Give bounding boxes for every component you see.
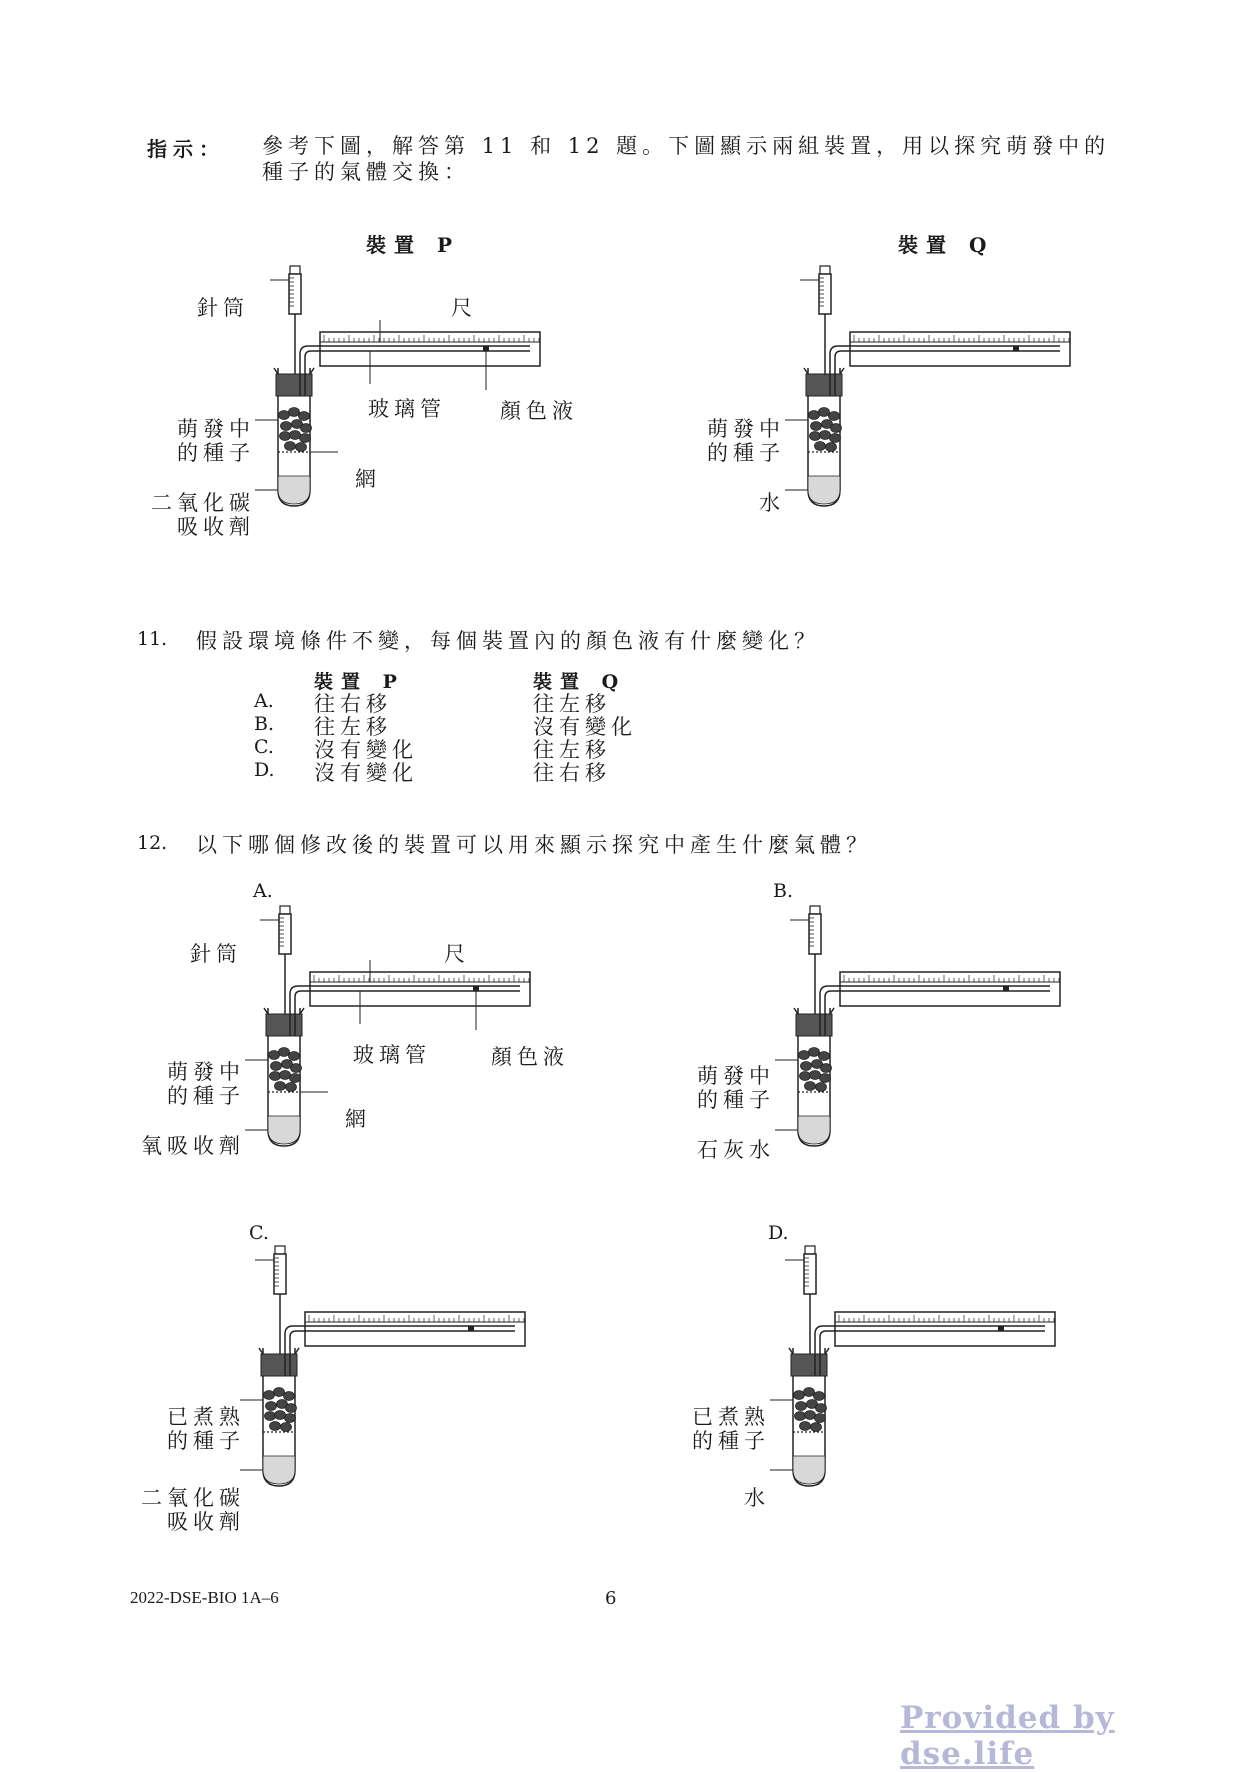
q12-option-b-letter: B. (773, 880, 794, 902)
glass-tube-label: 玻璃管 (368, 397, 446, 421)
q11-option-a-letter: A. (254, 690, 274, 712)
seed (816, 1404, 827, 1413)
instruction-text: 參考下圖，解答第 11 和 12 題。下圖顯示兩組裝置，用以探究萌發中的種子的氣體交換： (262, 134, 1111, 184)
water-label: 水 (759, 491, 785, 515)
seed (800, 1422, 811, 1431)
q11-option-c-q: 往左移 (533, 738, 611, 762)
a-seeds-label-1: 萌發中 (167, 1060, 245, 1084)
q11-option-d-p: 沒有變化 (314, 761, 418, 785)
footer-paper-code: 2022-DSE-BIO 1A–6 (130, 1588, 279, 1607)
stopper (791, 1354, 827, 1376)
q11-text: 假設環境條件不變，每個裝置內的顏色液有什麼變化？ (196, 629, 820, 653)
q12-number: 12. (137, 832, 168, 854)
a-ruler-label: 尺 (444, 942, 470, 966)
syringe-cap (805, 1246, 815, 1254)
seed (795, 1412, 806, 1421)
c-bottom-label-2: 吸收劑 (167, 1510, 245, 1534)
c-seeds-label-2: 的種子 (167, 1429, 245, 1453)
a-glass-tube-label: 玻璃管 (353, 1043, 431, 1067)
b-seeds-label-2: 的種子 (697, 1088, 775, 1112)
b-seeds-label-1: 萌發中 (697, 1064, 775, 1088)
page-number: 6 (605, 1588, 617, 1609)
q11-option-b-p: 往左移 (314, 715, 392, 739)
b-bottom-label: 石灰水 (697, 1138, 775, 1162)
q-seeds-label-2: 的種子 (707, 441, 785, 465)
syringe-label: 針筒 (197, 296, 249, 320)
q11-option-a-p: 往右移 (314, 692, 392, 716)
q11-option-b-letter: B. (254, 713, 275, 735)
seed (815, 1414, 826, 1423)
seeds-label-1: 萌發中 (177, 417, 255, 441)
glass-tube-inner (820, 1331, 1045, 1376)
q12-option-a-letter: A. (253, 880, 273, 902)
apparatus-q-title: 裝置 Q (898, 233, 995, 257)
q12-option-d-letter: D. (768, 1222, 789, 1244)
absorbent-label-2: 吸收劑 (177, 515, 255, 539)
apparatus-p-title: 裝置 P (366, 233, 461, 257)
watermark-link[interactable]: Provided by dse.life (900, 1700, 1115, 1772)
d-bottom-label: 水 (744, 1486, 770, 1510)
q11-option-b-q: 沒有變化 (533, 715, 637, 739)
q11-number: 11. (137, 628, 168, 650)
q-seeds-label-1: 萌發中 (707, 417, 785, 441)
ruler-label: 尺 (451, 296, 477, 320)
coloured-liquid-drop (998, 1326, 1004, 1331)
seeds-label-2: 的種子 (177, 441, 255, 465)
a-seeds-label-2: 的種子 (167, 1084, 245, 1108)
q11-col-q: 裝置 Q (533, 671, 627, 693)
d-seeds-label-2: 的種子 (692, 1429, 770, 1453)
seed (805, 1411, 816, 1420)
seed (811, 1423, 822, 1432)
mesh-label: 網 (355, 467, 381, 491)
absorbent-label-1: 二氧化碳 (151, 491, 255, 515)
seed (794, 1391, 805, 1400)
d-seeds-label-1: 已煮熟 (692, 1405, 770, 1429)
q11-option-a-q: 往左移 (533, 692, 611, 716)
q11-option-d-q: 往右移 (533, 761, 611, 785)
ruler (835, 1312, 1055, 1346)
c-seeds-label-1: 已煮熟 (167, 1405, 245, 1429)
instruction-label: 指示： (147, 137, 225, 161)
a-coloured-liquid-label: 顏色液 (491, 1045, 569, 1069)
q11-option-c-p: 沒有變化 (314, 738, 418, 762)
a-syringe-label: 針筒 (190, 942, 242, 966)
bottom-liquid (793, 1456, 825, 1484)
q12-option-c-letter: C. (249, 1222, 269, 1244)
a-mesh-label: 網 (345, 1107, 371, 1131)
coloured-liquid-label: 顏色液 (500, 399, 578, 423)
q11-option-c-letter: C. (254, 736, 274, 758)
q11-col-p: 裝置 P (314, 671, 405, 693)
q11-option-d-letter: D. (254, 759, 275, 781)
seed (796, 1402, 807, 1411)
c-bottom-label-1: 二氧化碳 (141, 1486, 245, 1510)
glass-tube (815, 1326, 1045, 1376)
seed (804, 1388, 815, 1397)
seed (814, 1392, 825, 1401)
q12-text: 以下哪個修改後的裝置可以用來顯示探究中產生什麼氣體？ (196, 833, 872, 857)
a-bottom-label: 氧吸收劑 (141, 1134, 245, 1158)
